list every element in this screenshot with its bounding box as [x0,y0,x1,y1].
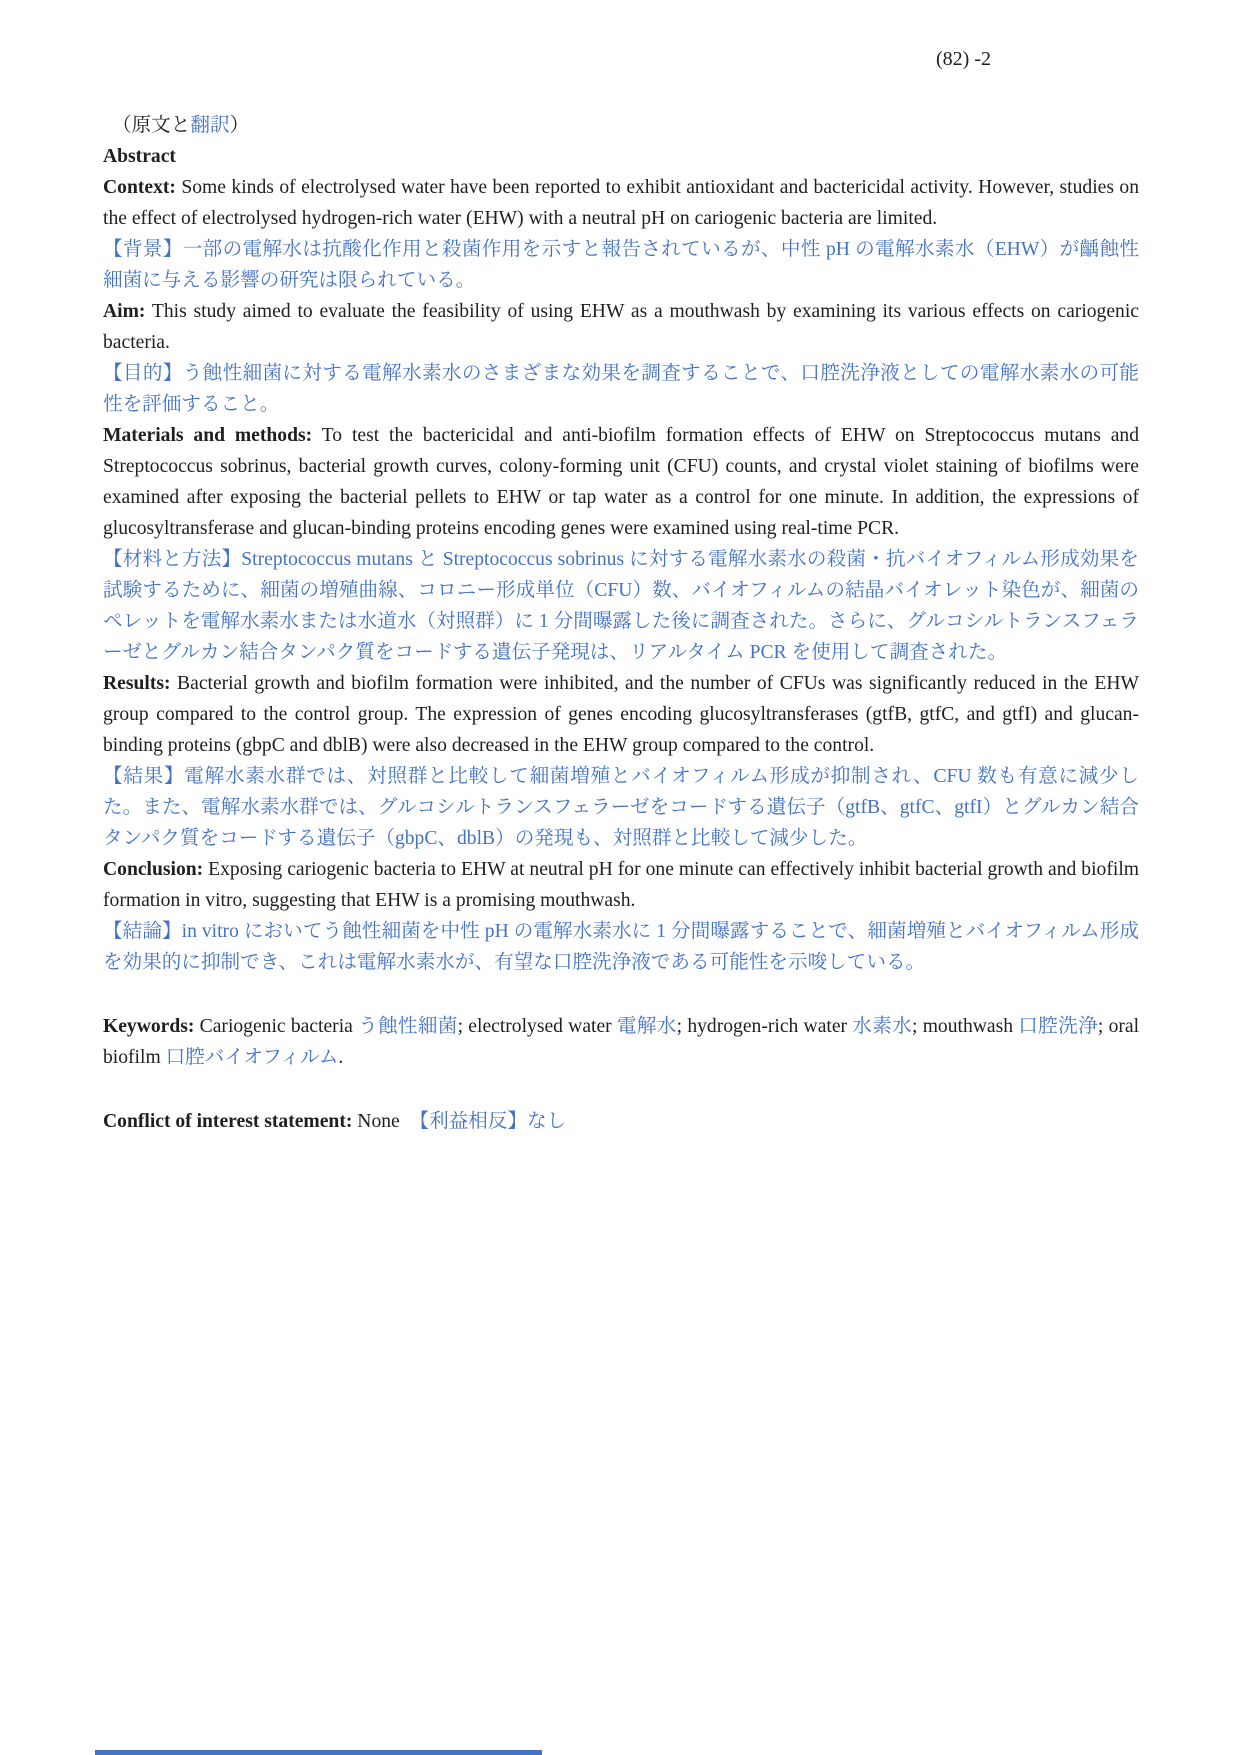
paragraph-source-note [103,110,1139,141]
section-label: Conflict of interest statement: [103,1111,353,1132]
text-segment: Cariogenic bacteria [194,1016,359,1037]
text-segment: 【結論】in vitro においてう蝕性細菌を中性 pH の電解水素水に 1 分間曝露することで、細菌増殖とバイオフィルム形成を効果的に抑制でき、これは電解水素水が、有望な口腔洗浄液である可能性を示唆している。 [103,921,1139,973]
text-segment: Some kinds of electrolysed water have been reported to exhibit antioxidant and bactericidal activity. However, studies on the effect of electrolysed hydrogen-rich water (EHW) with a neutral pH on cariogenic bacteria are limited. [103,177,1139,229]
bottom-page-divider [95,1750,542,1755]
paragraph-aim [103,296,1139,358]
text-segment: （原文と [112,115,191,136]
text-segment: う蝕性細菌 [358,1016,458,1037]
paragraph-aim-ja [103,358,1139,420]
abstract-content [103,110,1139,1137]
section-label: Abstract [103,146,176,167]
text-segment: 【材料と方法】Streptococcus mutans と Streptococcus sobrinus に対する電解水素水の殺菌・抗バイオフィルム形成効果を試験するために、細菌の増殖曲線、コロニー形成単位（CFU）数、バイオフィルムの結晶バイオレット染色が、細菌のペレットを電解水素水または水道水（対照群）に 1 分間曝露した後に調査された。さらに、グルコシルトランスフェラーゼとグルカン結合タンパク質をコードする遺伝子発現は、リアルタイム PCR を使用して調査された。 [103,549,1139,663]
text-segment: 【利益相反】なし [419,1111,567,1132]
text-segment: 水素水 [852,1016,913,1037]
text-segment: ; hydrogen-rich water [676,1016,853,1037]
section-label: Conclusion: [103,859,204,880]
text-segment: . [338,1047,344,1068]
paragraph-context [103,172,1139,234]
paragraph-results [103,668,1139,761]
text-segment: 【目的】う蝕性細菌に対する電解水素水のさまざまな効果を調査することで、口腔洗浄液としての電解水素水の可能性を評価すること。 [103,363,1139,415]
paragraph-methods [103,420,1139,544]
paragraph-keywords [103,1011,1139,1073]
paragraph-context-ja [103,234,1139,296]
paragraph-conclusion [103,854,1139,916]
text-segment: 【結果】電解水素水群では、対照群と比較して細菌増殖とバイオフィルム形成が抑制され、CFU 数も有意に減少した。また、電解水素水群では、グルコシルトランスフェラーゼをコードする遺伝子（gtfB、gtfC、gtfI）とグルカン結合タンパク質をコードする遺伝子（gbpC、dblB）の発現も、対照群と比較して減少した。 [103,766,1139,849]
paragraph-conflict [103,1106,1139,1137]
text-segment: ; oral biofilm [103,1016,1140,1068]
text-segment: 翻訳 [190,115,230,136]
paragraph-abstract-heading [103,141,1139,172]
paragraph-conclusion-ja [103,916,1139,978]
text-segment: None [352,1111,420,1132]
text-segment: ; electrolysed water [457,1016,617,1037]
text-segment: Exposing cariogenic bacteria to EHW at neutral pH for one minute can effectively inhibit bacterial growth and biofilm formation in vitro, suggesting that EHW is a promising mouthwash. [103,859,1139,911]
section-label: Results: [103,673,171,694]
section-label: Materials and methods: [103,425,313,446]
page-number: (82) -2 [936,48,991,70]
section-label: Aim: [103,301,146,322]
text-segment: This study aimed to evaluate the feasibility of using EHW as a mouthwash by examining its various effects on cariogenic bacteria. [103,301,1139,353]
text-segment: 口腔洗浄 [1018,1016,1098,1037]
text-segment: ; mouthwash [912,1016,1019,1037]
text-segment: 【背景】一部の電解水は抗酸化作用と殺菌作用を示すと報告されているが、中性 pH の電解水素水（EHW）が齲蝕性細菌に与える影響の研究は限られている。 [103,239,1139,291]
paragraph-methods-ja [103,544,1139,668]
text-segment: 電解水 [616,1016,677,1037]
section-label: Context: [103,177,176,198]
section-label: Keywords: [103,1016,195,1037]
text-segment: To test the bactericidal and anti-biofilm formation effects of EHW on Streptococcus mutans and Streptococcus sobrinus, bacterial growth curves, colony-forming unit (CFU) counts, and crystal violet staining of biofilms were examined after exposing the bacterial pellets to EHW or tap water as a control for one minute. In addition, the expressions of glucosyltransferase and glucan-binding proteins encoding genes were examined using real-time PCR. [103,425,1139,539]
text-segment: Bacterial growth and biofilm formation were inhibited, and the number of CFUs was significantly reduced in the EHW group compared to the control group. The expression of genes encoding glucosyltransferases (gtfB, gtfC, and gtfI) and glucan-binding proteins (gbpC and dblB) were also decreased in the EHW group compared to the control. [103,673,1139,756]
text-segment: 口腔バイオフィルム [165,1047,339,1068]
text-segment: ） [229,115,250,136]
paragraph-results-ja [103,761,1139,854]
